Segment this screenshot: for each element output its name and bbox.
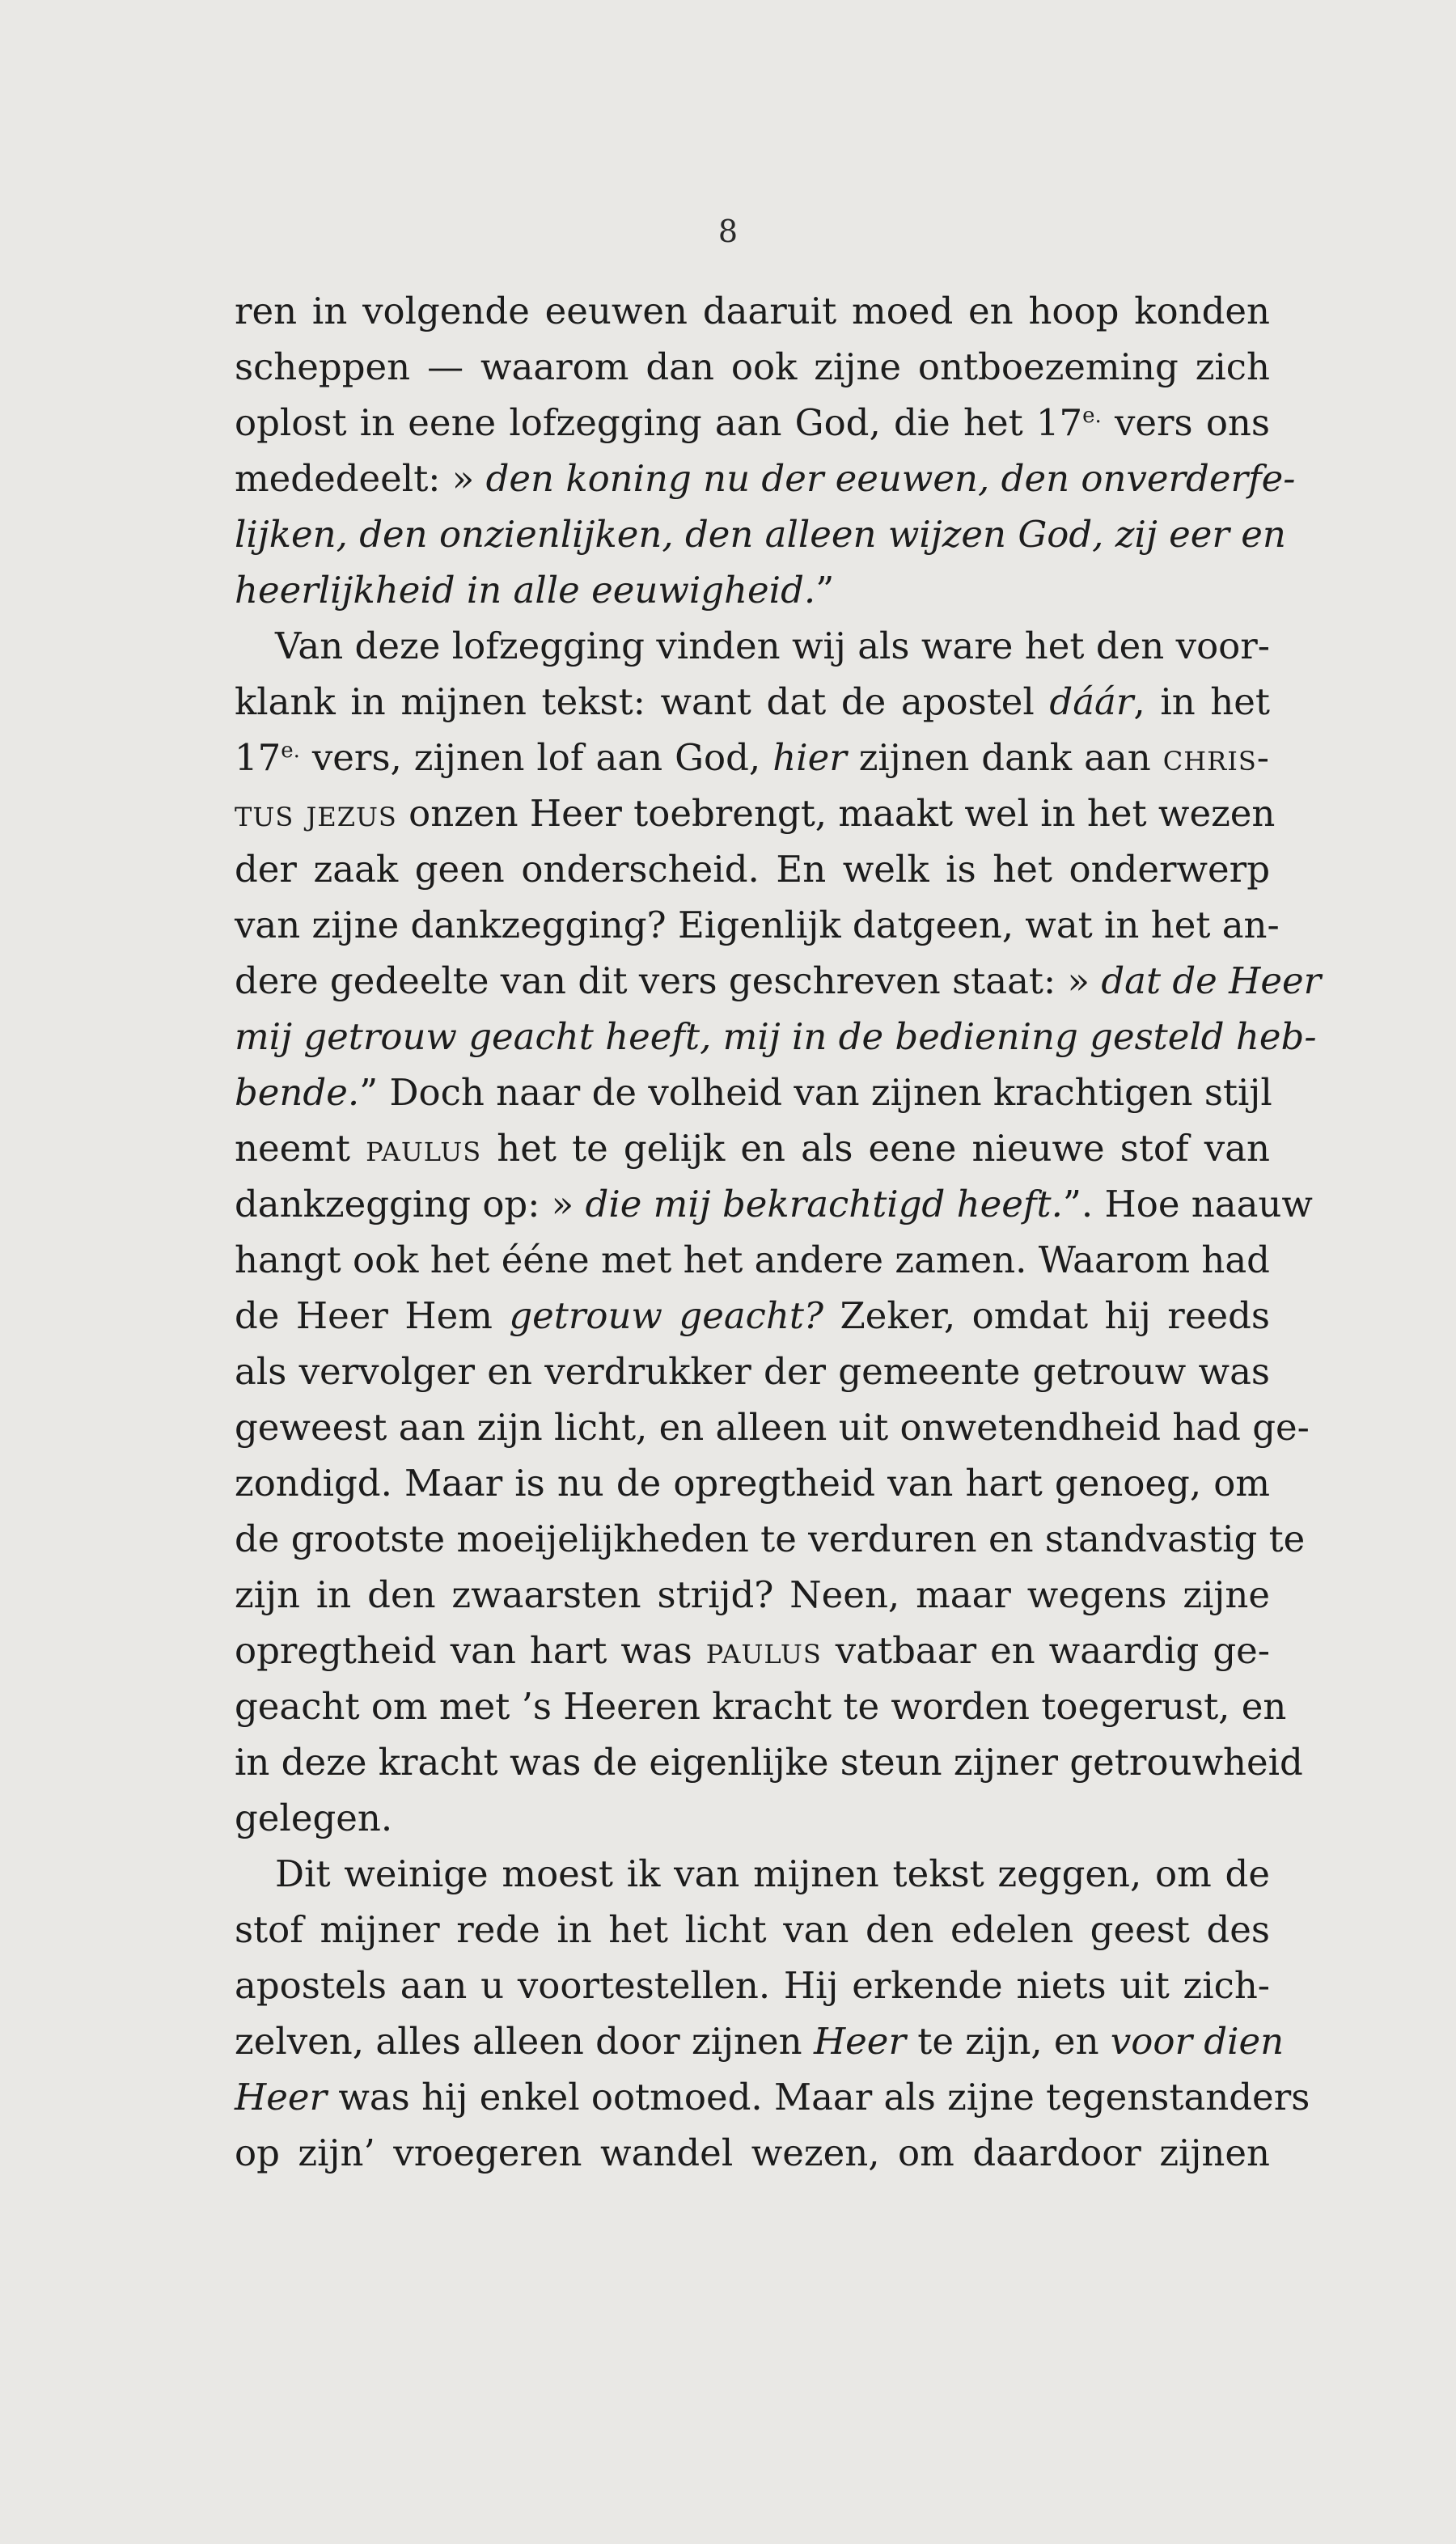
italic-text: Heer	[235, 2076, 328, 2119]
text-segment: stof mijner rede in het licht van den edelen geest des	[235, 1908, 1270, 1951]
small-caps-text: paulus	[705, 1629, 822, 1672]
superscript-text: e.	[1082, 404, 1102, 428]
italic-text: dáár	[1049, 680, 1134, 723]
text-segment: klank in mijnen tekst: want dat de apostel	[235, 680, 1050, 723]
text-line	[235, 1846, 1270, 1902]
text-segment: geweest aan zijn licht, en alleen uit onwetendheid had ge-	[235, 1406, 1310, 1449]
text-segment: in deze kracht was de eigenlijke steun zijner getrouwheid	[235, 1741, 1303, 1784]
italic-text: voor dien	[1110, 2020, 1285, 2063]
text-segment: zondigd. Maar is nu de opregtheid van hart genoeg, om	[235, 1462, 1270, 1505]
text-line	[235, 283, 1270, 339]
text-line	[235, 1567, 1270, 1623]
text-line	[235, 1511, 1306, 1567]
text-line	[235, 841, 1270, 897]
text-segment: dankzegging op: »	[235, 1183, 586, 1225]
text-line	[235, 1455, 1270, 1511]
text-line	[235, 674, 1270, 730]
text-segment: Zeker, omdat hij reeds	[823, 1294, 1270, 1337]
text-line	[235, 1790, 1270, 1846]
italic-text: bende.	[235, 1071, 360, 1114]
text-segment: dere gedeelte van dit vers geschreven staat: »	[235, 959, 1102, 1002]
text-segment: ren in volgende eeuwen daaruit moed en hoop konden	[235, 290, 1270, 332]
text-line	[235, 562, 1270, 618]
text-segment: vatbaar en waardig ge-	[821, 1629, 1270, 1672]
text-segment: ” Doch naar de volheid van zijnen krachtigen stijl	[359, 1071, 1272, 1114]
text-line	[235, 1734, 1303, 1790]
italic-text: mij getrouw geacht heeft, mij in de bediening gesteld heb-	[235, 1015, 1317, 1058]
page-number: 8	[717, 214, 739, 249]
text-line	[235, 2069, 1310, 2125]
text-line	[235, 785, 1276, 841]
text-segment: oplost in eene lofzegging aan God, die het 17	[235, 401, 1083, 444]
text-line	[235, 618, 1270, 674]
small-caps-text: chris-	[1162, 736, 1270, 779]
italic-text: lijken, den onzienlijken, den alleen wijzen God, zij eer en	[235, 513, 1286, 556]
text-line	[235, 1678, 1287, 1734]
text-segment: onzen Heer toebrengt, maakt wel in het wezen	[396, 792, 1276, 835]
italic-text: dat de Heer	[1101, 959, 1322, 1002]
text-segment: ”. Hoe naauw	[1062, 1183, 1313, 1225]
text-segment: Dit weinige moest ik van mijnen tekst zeggen, om de	[275, 1852, 1270, 1895]
text-line	[235, 1623, 1270, 1678]
text-line	[235, 451, 1296, 506]
italic-text: getrouw geacht?	[509, 1294, 824, 1337]
text-line	[235, 506, 1286, 562]
text-segment: neemt	[235, 1127, 366, 1170]
text-line	[235, 953, 1322, 1009]
text-segment: zijn in den zwaarsten strijd? Neen, maar wegens zijne	[235, 1573, 1270, 1616]
text-segment: zijnen dank aan	[846, 736, 1163, 779]
text-segment: vers ons	[1101, 401, 1270, 444]
text-segment: gelegen.	[235, 1797, 393, 1839]
small-caps-text: tus jezus	[235, 792, 397, 835]
text-segment: vers, zijnen lof aan God,	[299, 736, 773, 779]
text-line	[235, 730, 1270, 785]
text-segment: apostels aan u voortestellen. Hij erkende niets uit zich-	[235, 1964, 1270, 2007]
text-segment: 17	[235, 736, 281, 779]
small-caps-text: paulus	[366, 1127, 482, 1170]
text-line	[235, 1120, 1270, 1176]
text-segment: der zaak geen onderscheid. En welk is het onderwerp	[235, 848, 1270, 891]
italic-text: Heer	[813, 2020, 906, 2063]
text-line	[235, 2125, 1270, 2181]
text-segment: als vervolger en verdrukker der gemeente getrouw was	[235, 1350, 1270, 1393]
text-line	[235, 339, 1270, 395]
text-segment: op zijn’ vroegeren wandel wezen, om daardoor zijnen	[235, 2131, 1270, 2174]
text-segment: opregtheid van hart was	[235, 1629, 706, 1672]
text-line	[235, 1176, 1313, 1232]
text-segment: geacht om met ’s Heeren kracht te worden toegerust, en	[235, 1685, 1287, 1728]
italic-text: heerlijkheid in alle eeuwigheid.	[235, 569, 816, 612]
italic-text: hier	[772, 736, 847, 779]
text-line	[235, 1958, 1270, 2013]
text-segment: de grootste moeijelijkheden te verduren en standvastig te	[235, 1518, 1306, 1560]
text-line	[235, 2013, 1285, 2069]
text-line	[235, 1902, 1270, 1958]
text-segment: Van deze lofzegging vinden wij als ware het den voor-	[275, 624, 1270, 667]
text-line	[235, 1009, 1317, 1065]
text-segment: zelven, alles alleen door zijnen	[235, 2020, 814, 2063]
text-segment: , in het	[1133, 680, 1270, 723]
text-segment: te zijn, en	[905, 2020, 1111, 2063]
text-line	[235, 1288, 1270, 1344]
text-line	[235, 395, 1270, 451]
text-segment: scheppen — waarom dan ook zijne ontboezeming zich	[235, 345, 1270, 388]
text-segment: van zijne dankzegging? Eigenlijk datgeen, wat in het an-	[235, 904, 1280, 946]
body-text	[235, 283, 1322, 2181]
text-line	[235, 1065, 1270, 1120]
text-segment: mededeelt: »	[235, 457, 486, 500]
text-segment: ”	[815, 569, 835, 612]
italic-text: den koning nu der eeuwen, den onverderfe-	[485, 457, 1296, 500]
text-line	[235, 1232, 1270, 1288]
text-line	[235, 1344, 1270, 1399]
text-segment: was hij enkel ootmoed. Maar als zijne tegenstanders	[327, 2076, 1310, 2119]
text-segment: de Heer Hem	[235, 1294, 510, 1337]
italic-text: die mij bekrachtigd heeft.	[585, 1183, 1063, 1225]
text-line	[235, 1399, 1310, 1455]
text-segment: hangt ook het ééne met het andere zamen. Waarom had	[235, 1238, 1270, 1281]
superscript-text: e.	[281, 739, 300, 763]
text-line	[235, 897, 1280, 953]
text-segment: het te gelijk en als eene nieuwe stof van	[481, 1127, 1271, 1170]
